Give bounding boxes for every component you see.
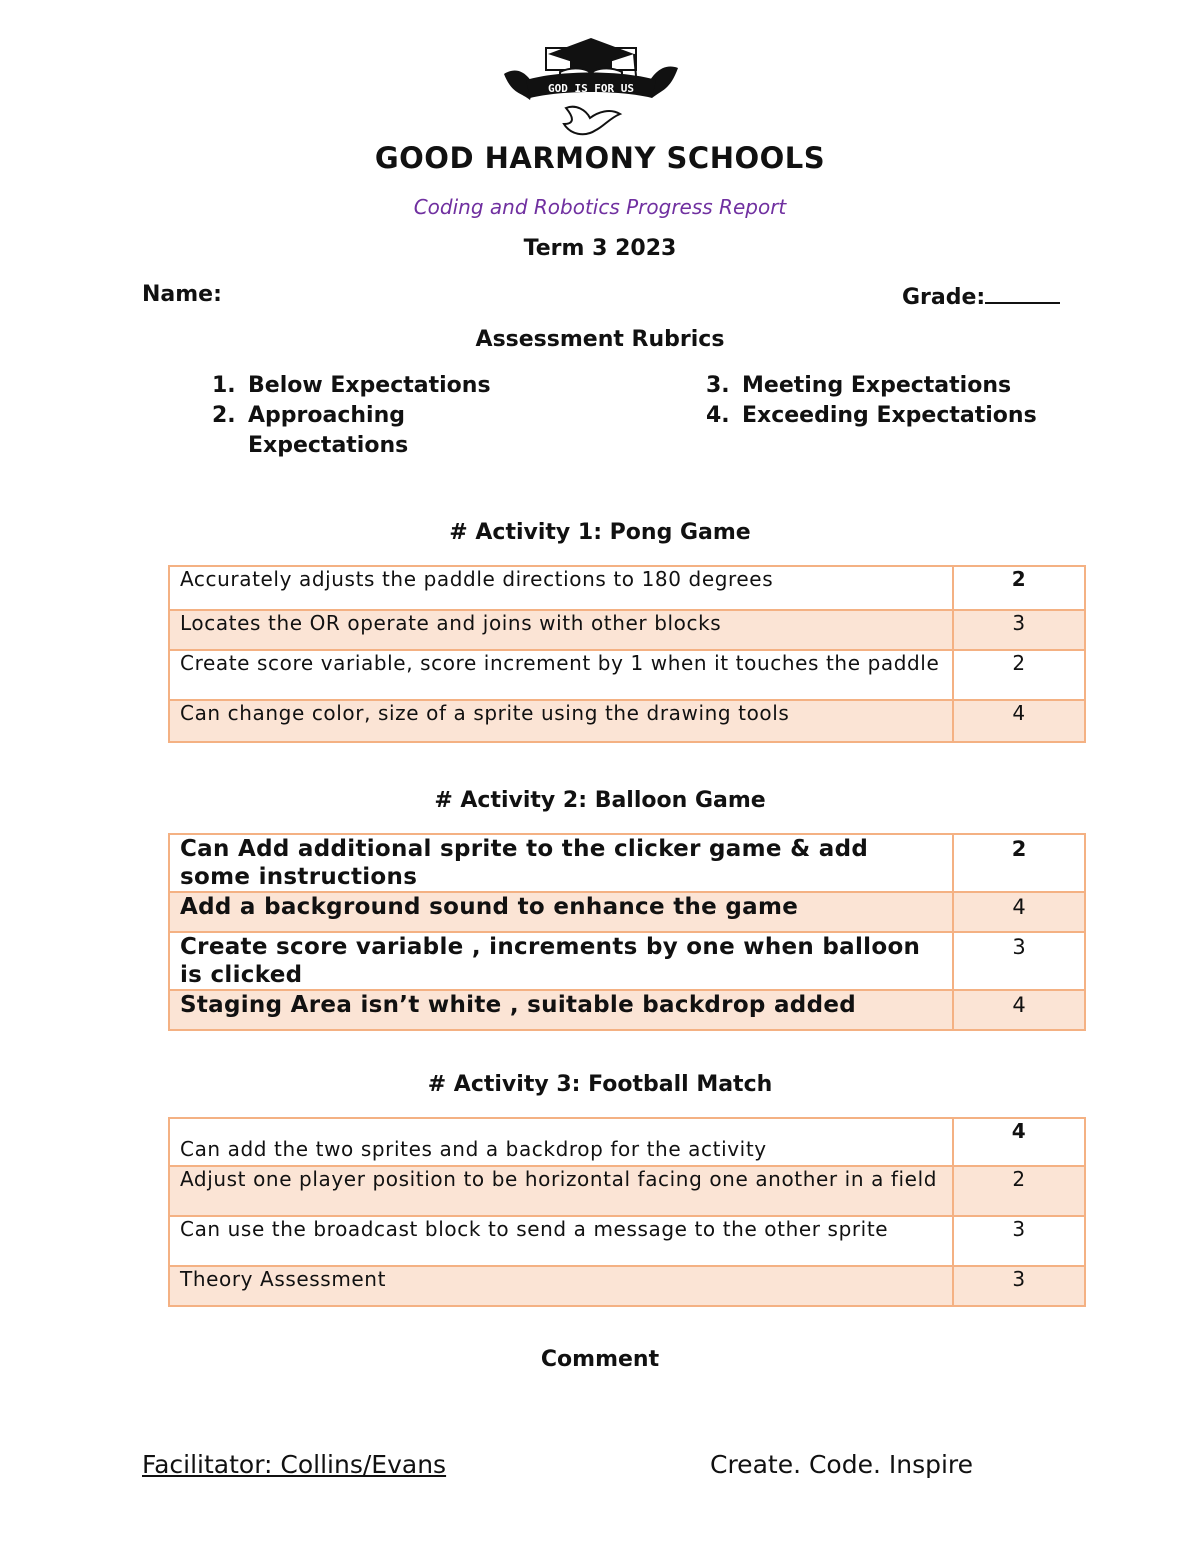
criterion-text: Create score variable , increments by one when balloon is clicked <box>169 932 953 990</box>
score-cell: 2 <box>953 650 1085 700</box>
table-row <box>169 650 1085 700</box>
rubric-item <box>706 371 1011 401</box>
criterion-text: Can change color, size of a sprite using the drawing tools <box>169 700 953 742</box>
rubric-label-continued: Expectations <box>248 433 409 458</box>
criterion-text: Can add the two sprites and a backdrop for the activity <box>169 1118 953 1166</box>
table-row <box>169 1266 1085 1306</box>
table-row <box>169 892 1085 932</box>
table-row <box>169 834 1085 892</box>
rubric-item <box>212 371 491 401</box>
report-term: Term 3 2023 <box>523 236 677 261</box>
table-row <box>169 700 1085 742</box>
table-row <box>169 1216 1085 1266</box>
activity-1-title: # Activity 1: Pong Game <box>449 520 751 545</box>
motto-text: Create. Code. Inspire <box>710 1450 974 1479</box>
table-row <box>169 990 1085 1030</box>
dove-icon <box>564 107 620 135</box>
activity-3-title: # Activity 3: Football Match <box>427 1072 773 1097</box>
score-cell: 4 <box>953 990 1085 1030</box>
grade-field <box>902 282 1060 310</box>
score-cell: 4 <box>953 1118 1085 1166</box>
comment-heading: Comment <box>540 1347 660 1372</box>
score-cell: 3 <box>953 932 1085 990</box>
criterion-text: Can Add additional sprite to the clicker game & add some instructions <box>169 834 953 892</box>
name-label: Name: <box>142 282 222 307</box>
criterion-text: Locates the OR operate and joins with other blocks <box>169 610 953 650</box>
score-cell: 2 <box>953 834 1085 892</box>
score-cell: 3 <box>953 610 1085 650</box>
score-cell: 2 <box>953 566 1085 610</box>
criterion-text: Staging Area isn’t white , suitable backdrop added <box>169 990 953 1030</box>
rubric-number: 1. <box>212 373 236 398</box>
criterion-text: Can use the broadcast block to send a message to the other sprite <box>169 1216 953 1266</box>
rubric-label: Meeting Expectations <box>742 373 1012 398</box>
school-logo <box>500 34 682 140</box>
score-cell: 3 <box>953 1266 1085 1306</box>
rubric-number: 3. <box>706 373 730 398</box>
report-subtitle: Coding and Robotics Progress Report <box>413 195 787 219</box>
score-cell: 4 <box>953 700 1085 742</box>
table-row <box>169 1118 1085 1166</box>
grade-blank-line <box>985 282 1060 304</box>
logo-banner-text: GOD IS FOR US <box>547 82 635 95</box>
rubric-label: Exceeding Expectations <box>742 403 1037 428</box>
rubric-number: 2. <box>212 403 236 428</box>
rubric-label: Below Expectations <box>248 373 491 398</box>
criterion-text: Accurately adjusts the paddle directions to 180 degrees <box>169 566 953 610</box>
grade-label: Grade: <box>902 285 986 310</box>
table-row <box>169 1166 1085 1216</box>
score-cell: 2 <box>953 1166 1085 1216</box>
rubrics-title: Assessment Rubrics <box>475 327 725 352</box>
criterion-text: Create score variable, score increment by 1 when it touches the paddle <box>169 650 953 700</box>
score-cell: 4 <box>953 892 1085 932</box>
activity-2-title: # Activity 2: Balloon Game <box>434 788 766 813</box>
rubric-item <box>212 401 532 461</box>
activity-2-table <box>168 833 1086 1031</box>
criterion-text: Theory Assessment <box>169 1266 953 1306</box>
facilitator-text: Facilitator: Collins/Evans <box>142 1450 447 1479</box>
rubric-number: 4. <box>706 403 730 428</box>
rubric-item <box>706 401 1037 431</box>
school-name: GOOD HARMONY SCHOOLS <box>374 141 826 175</box>
rubric-label: Approaching <box>248 403 405 428</box>
table-row <box>169 610 1085 650</box>
activity-1-table <box>168 565 1086 743</box>
table-row <box>169 566 1085 610</box>
table-row <box>169 932 1085 990</box>
activity-3-table <box>168 1117 1086 1307</box>
criterion-text: Adjust one player position to be horizontal facing one another in a field <box>169 1166 953 1216</box>
criterion-text: Add a background sound to enhance the game <box>169 892 953 932</box>
score-cell: 3 <box>953 1216 1085 1266</box>
